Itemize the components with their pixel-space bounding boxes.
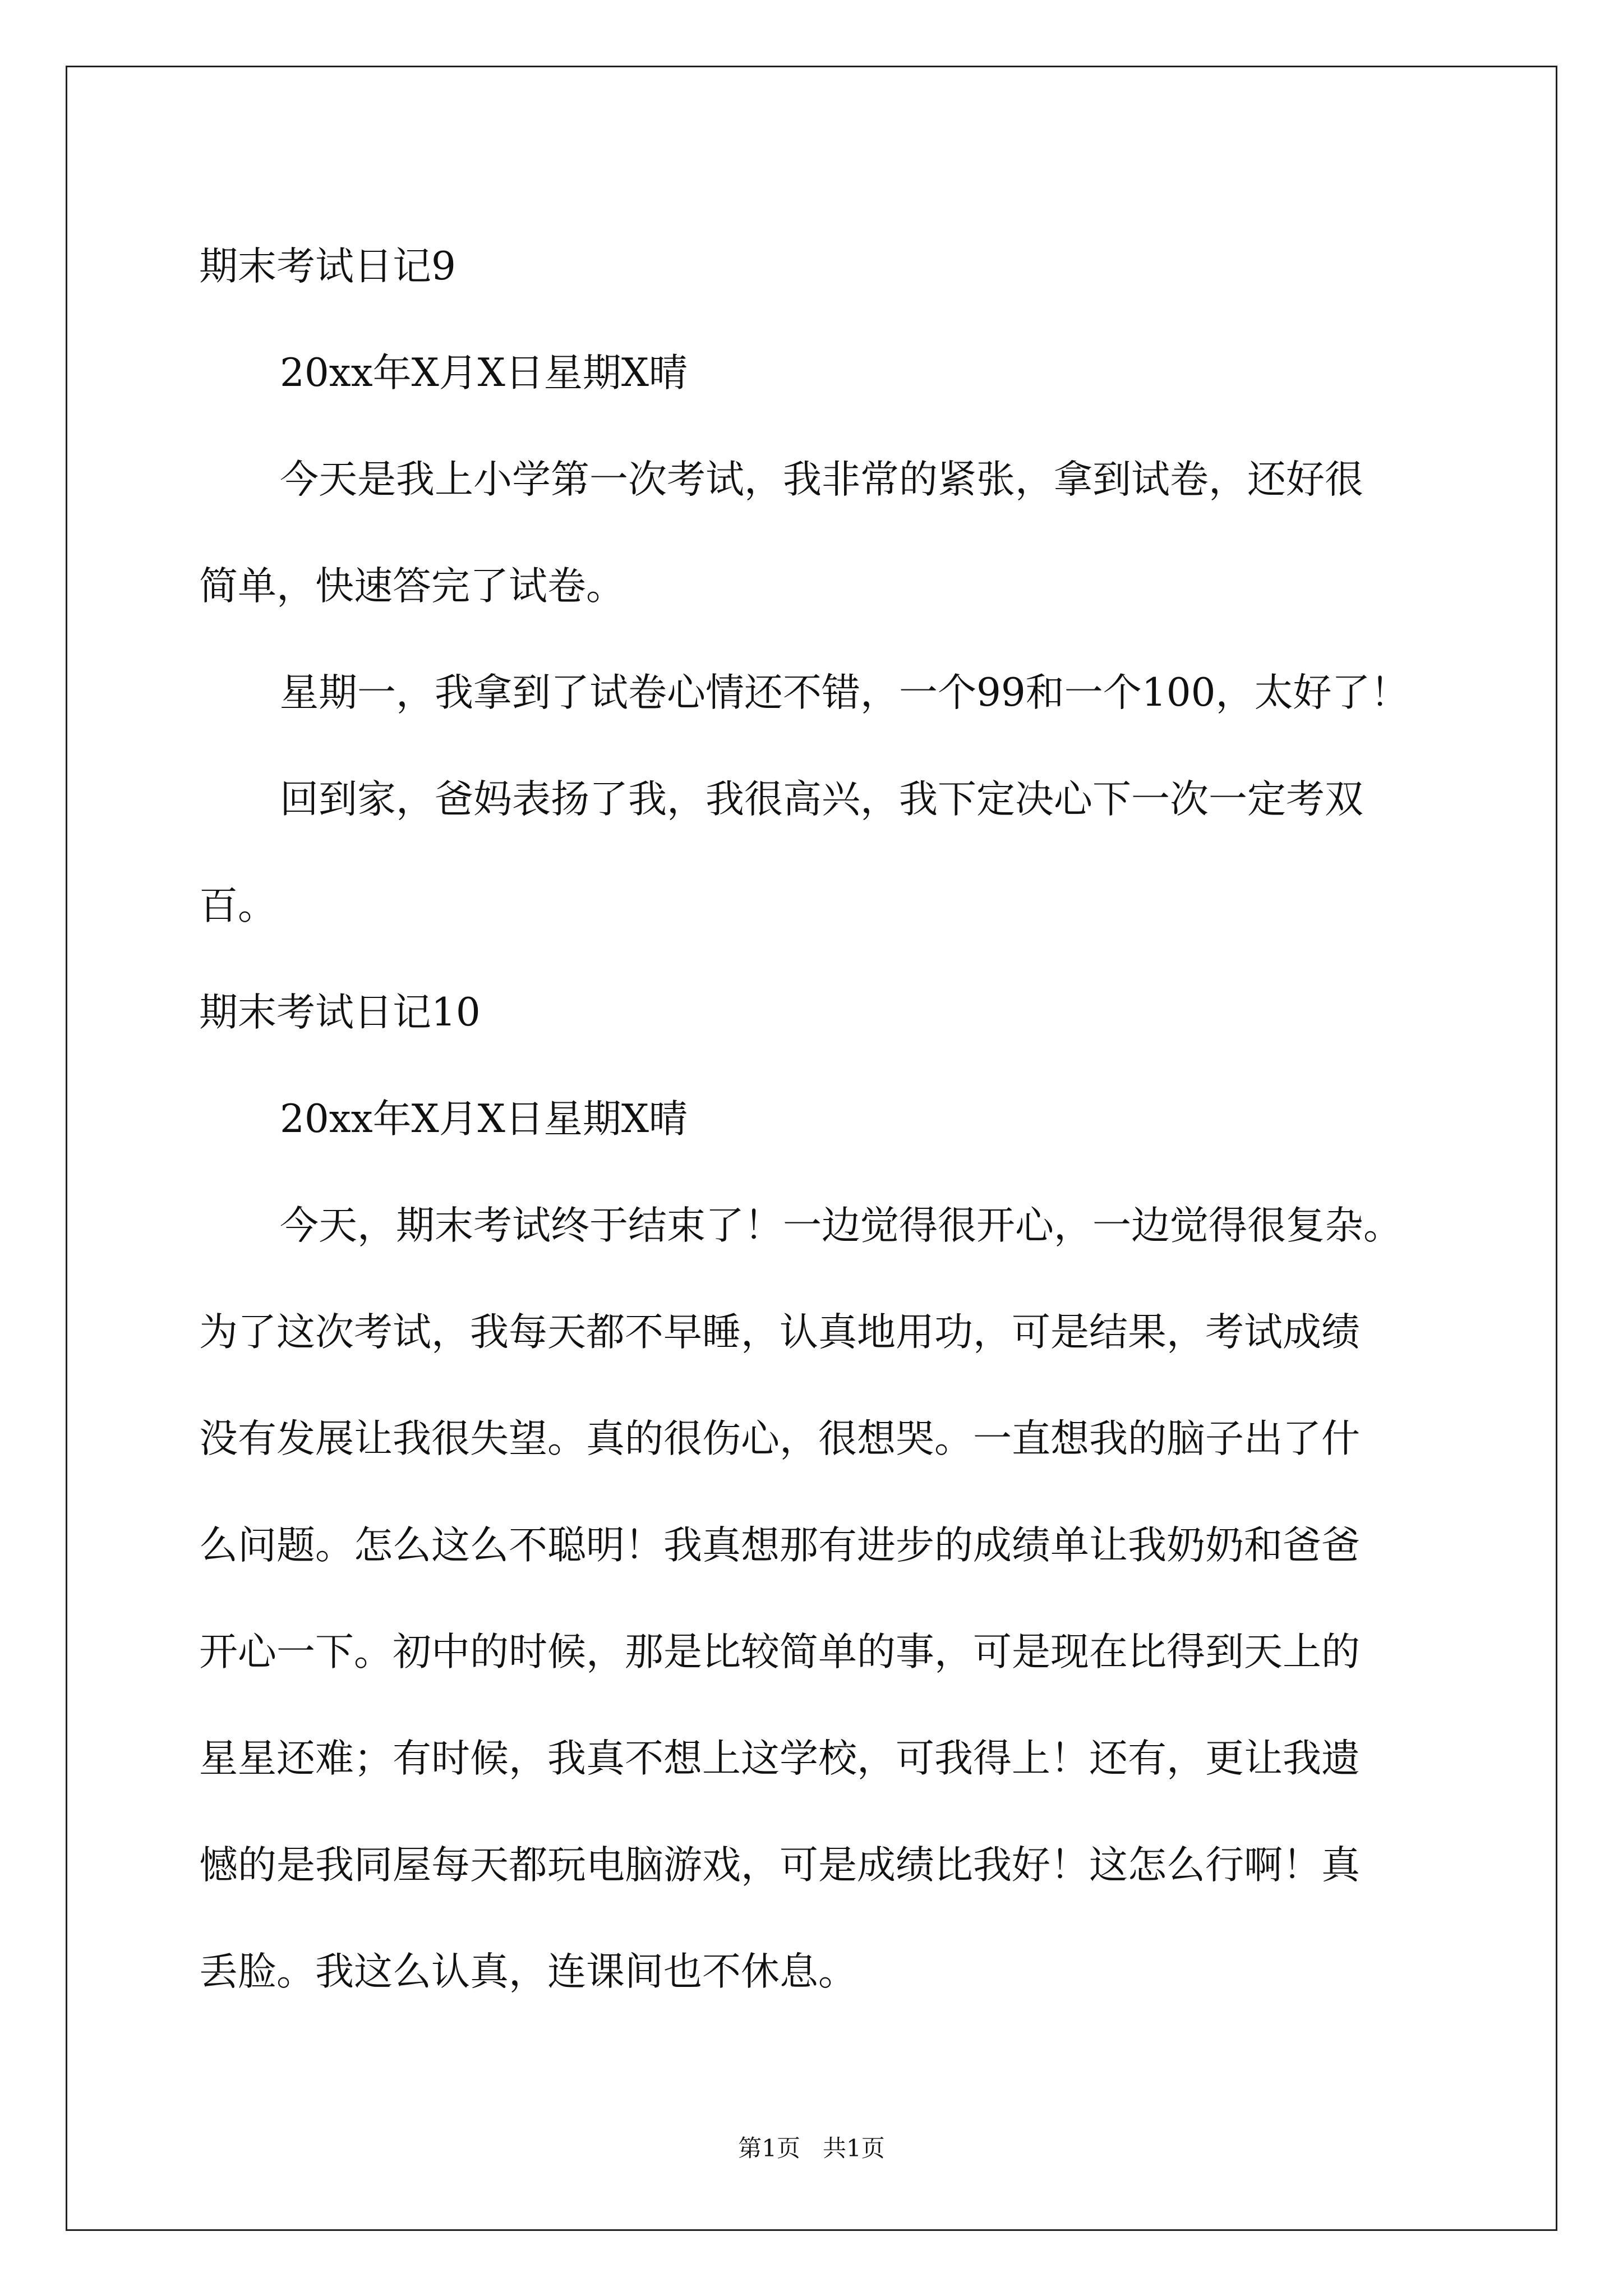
entry-heading: 期末考试日记9 <box>199 244 456 289</box>
page-footer: 第1页 共1页 <box>738 2134 885 2162</box>
paragraph-line: 憾的是我同屋每天都玩电脑游戏，可是成绩比我好！这怎么行啊！真 <box>199 1843 1360 1888</box>
entry-date: 20xx年X月X日星期X晴 <box>280 351 688 395</box>
paragraph-line: 星星还难；有时候，我真不想上这学校，可我得上！还有，更让我遗 <box>199 1736 1360 1781</box>
paragraph-line: 回到家，爸妈表扬了我，我很高兴，我下定决心下一次一定考双 <box>280 777 1363 822</box>
entry-heading: 期末考试日记10 <box>199 990 481 1035</box>
paragraph-line: 开心一下。初中的时候，那是比较简单的事，可是现在比得到天上的 <box>199 1630 1360 1674</box>
paragraph-line: 今天是我上小学第一次考试，我非常的紧张，拿到试卷，还好很 <box>280 457 1363 502</box>
paragraph-line: 丢脸。我这么认真，连课间也不休息。 <box>199 1949 857 1994</box>
paragraph-line: 百。 <box>199 884 276 928</box>
paragraph-line: 么问题。怎么这么不聪明！我真想那有进步的成绩单让我奶奶和爸爸 <box>199 1523 1360 1568</box>
paragraph-line: 为了这次考试，我每天都不早睡，认真地用功，可是结果，考试成绩 <box>199 1310 1360 1355</box>
paragraph-line: 今天，期末考试终于结束了！一边觉得很开心，一边觉得很复杂。 <box>280 1203 1402 1248</box>
document-body <box>199 213 1472 2025</box>
paragraph-line: 没有发展让我很失望。真的很伤心，很想哭。一直想我的脑子出了什 <box>199 1416 1360 1461</box>
entry-date: 20xx年X月X日星期X晴 <box>280 1097 688 1142</box>
paragraph-line: 简单，快速答完了试卷。 <box>199 564 625 609</box>
paragraph-line: 星期一，我拿到了试卷心情还不错，一个99和一个100，太好了！ <box>280 670 1409 715</box>
